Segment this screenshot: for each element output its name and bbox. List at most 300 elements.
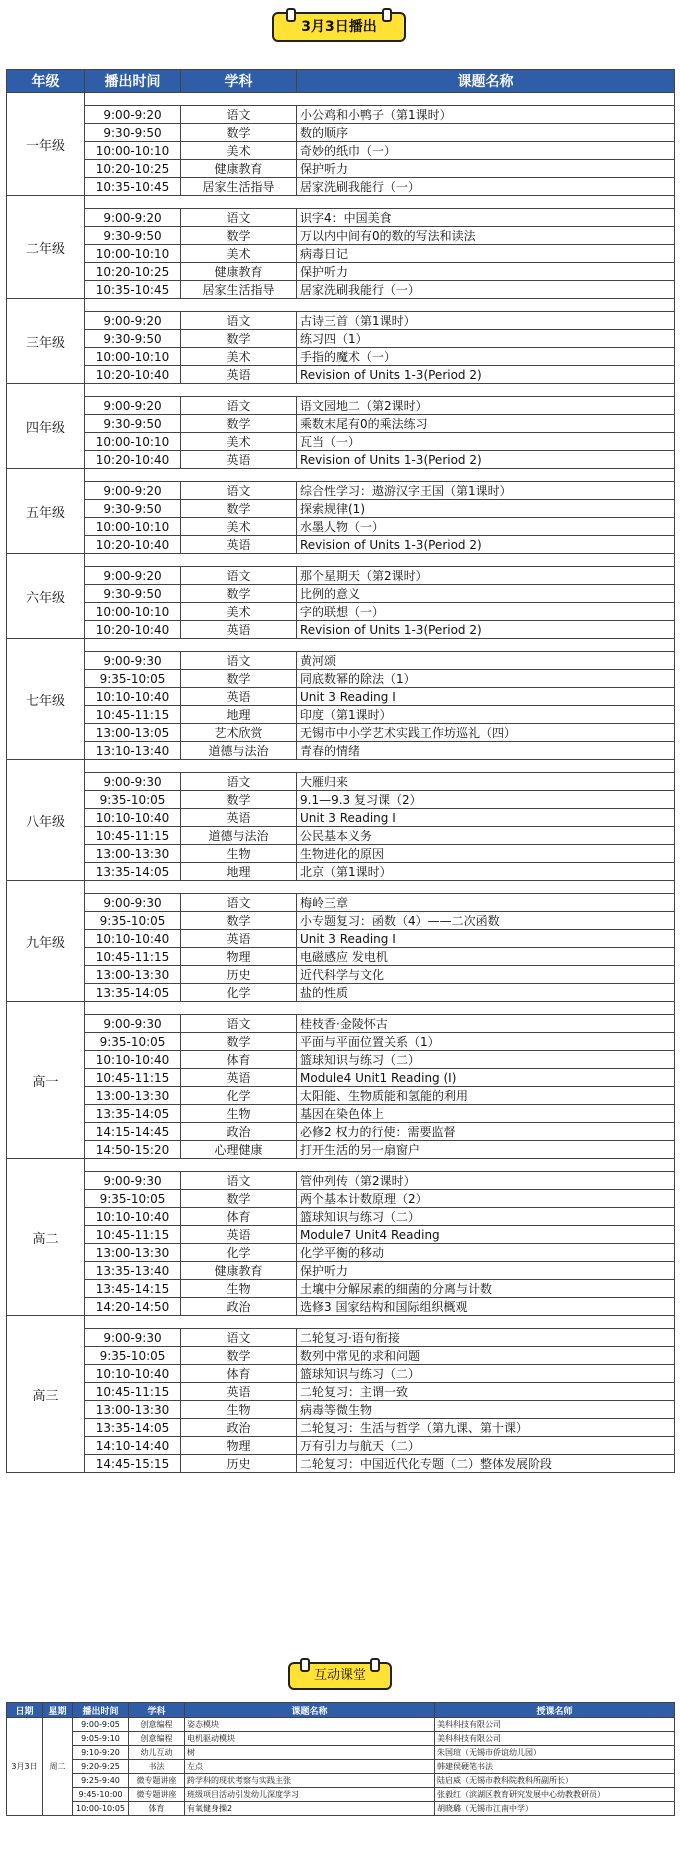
lesson-title: 古诗三首（第1课时） — [297, 312, 675, 330]
subject: 道德与法治 — [181, 742, 297, 760]
lesson-title: 小公鸡和小鸭子（第1课时） — [297, 106, 675, 124]
air-time: 9:00-9:30 — [85, 652, 181, 670]
air-time: 13:00-13:30 — [85, 1401, 181, 1419]
table-row — [7, 1802, 675, 1816]
schedule-title-banner — [0, 0, 680, 52]
lesson-title: 篮球知识与练习（二） — [297, 1208, 675, 1226]
lesson-title: 两个基本计数原理（2） — [297, 1190, 675, 1208]
grade-spacer-row — [7, 469, 675, 482]
lesson-title: 数列中常见的求和问题 — [297, 1347, 675, 1365]
subject: 健康教育 — [181, 1262, 297, 1280]
interactive-date: 3月3日 — [7, 1718, 43, 1816]
air-time: 9:00-9:20 — [85, 482, 181, 500]
air-time: 10:45-11:15 — [85, 827, 181, 845]
air-time: 10:20-10:40 — [85, 536, 181, 554]
air-time: 9:00-9:20 — [85, 567, 181, 585]
air-time: 13:00-13:30 — [85, 1244, 181, 1262]
interactive-title: 互动课堂 — [288, 1662, 392, 1690]
air-time: 10:20-10:25 — [85, 160, 181, 178]
lesson-title: 二轮复习：生活与哲学（第九课、第十课） — [297, 1419, 675, 1437]
air-time: 10:10-10:40 — [85, 688, 181, 706]
subject: 艺术欣赏 — [181, 724, 297, 742]
table-row — [7, 791, 675, 809]
air-time: 13:35-14:05 — [85, 984, 181, 1002]
table-row — [7, 1190, 675, 1208]
lesson-title: 手指的魔术（一） — [297, 348, 675, 366]
air-time: 10:20-10:40 — [85, 621, 181, 639]
table-row — [7, 1087, 675, 1105]
air-time: 10:00-10:05 — [73, 1802, 129, 1816]
table-row — [7, 706, 675, 724]
air-time: 10:35-10:45 — [85, 178, 181, 196]
lesson-title: 字的联想（一） — [297, 603, 675, 621]
subject: 历史 — [181, 966, 297, 984]
air-time: 9:10-9:20 — [73, 1746, 129, 1760]
table-row — [7, 1329, 675, 1347]
subject: 生物 — [181, 1280, 297, 1298]
lesson-title: 无锡市中小学艺术实践工作坊巡礼（四） — [297, 724, 675, 742]
broadcast-schedule-table — [6, 69, 675, 1473]
schedule-header-row — [7, 70, 675, 93]
air-time: 10:10-10:40 — [85, 1208, 181, 1226]
lesson-title: 二轮复习：主谓一致 — [297, 1383, 675, 1401]
table-row — [7, 1244, 675, 1262]
subject: 历史 — [181, 1455, 297, 1473]
teacher: 美科科技有限公司 — [435, 1718, 675, 1732]
table-row — [7, 1226, 675, 1244]
table-row — [7, 1208, 675, 1226]
spacer-cell — [85, 639, 675, 652]
table-row — [7, 773, 675, 791]
air-time: 13:00-13:30 — [85, 845, 181, 863]
lesson-title: Revision of Units 1-3(Period 2) — [297, 536, 675, 554]
spacer-cell — [85, 469, 675, 482]
subject: 语文 — [181, 106, 297, 124]
lesson-title: 万有引力与航天（二） — [297, 1437, 675, 1455]
header-grade: 年级 — [7, 70, 85, 93]
ih-date: 日期 — [7, 1703, 43, 1718]
spacer-cell — [85, 384, 675, 397]
table-row — [7, 106, 675, 124]
subject: 英语 — [181, 366, 297, 384]
subject: 心理健康 — [181, 1141, 297, 1159]
table-row — [7, 433, 675, 451]
air-time: 9:35-10:05 — [85, 791, 181, 809]
table-row — [7, 948, 675, 966]
lesson-title: 保护听力 — [297, 263, 675, 281]
air-time: 13:00-13:30 — [85, 966, 181, 984]
lesson-title: 水墨人物（一） — [297, 518, 675, 536]
lesson-title: 探索规律(1) — [297, 500, 675, 518]
subject: 微专题讲座 — [129, 1788, 185, 1802]
table-row — [7, 603, 675, 621]
subject: 政治 — [181, 1123, 297, 1141]
grade-name: 高二 — [7, 1159, 85, 1316]
table-row — [7, 1455, 675, 1473]
subject: 语文 — [181, 652, 297, 670]
air-time: 9:00-9:30 — [85, 1015, 181, 1033]
interactive-weekday: 周二 — [43, 1718, 73, 1816]
table-row — [7, 1383, 675, 1401]
lesson-title: 跨学科的现状考察与实践主张 — [185, 1774, 435, 1788]
grade-spacer-row — [7, 554, 675, 567]
lesson-title: 瓦当（一） — [297, 433, 675, 451]
subject: 数学 — [181, 670, 297, 688]
subject: 数学 — [181, 1347, 297, 1365]
subject: 幼儿互动 — [129, 1746, 185, 1760]
subject: 地理 — [181, 863, 297, 881]
subject: 健康教育 — [181, 160, 297, 178]
air-time: 9:00-9:30 — [85, 1329, 181, 1347]
air-time: 10:45-11:15 — [85, 1383, 181, 1401]
subject: 地理 — [181, 706, 297, 724]
subject: 数学 — [181, 124, 297, 142]
air-time: 10:00-10:10 — [85, 433, 181, 451]
air-time: 10:20-10:40 — [85, 451, 181, 469]
lesson-title: 练习四（1） — [297, 330, 675, 348]
table-row — [7, 1760, 675, 1774]
air-time: 9:45-10:00 — [73, 1788, 129, 1802]
lesson-title: 姿态模块 — [185, 1718, 435, 1732]
air-time: 10:20-10:40 — [85, 366, 181, 384]
spacer-cell — [85, 1002, 675, 1015]
table-row — [7, 263, 675, 281]
lesson-title: 万以内中间有0的数的写法和读法 — [297, 227, 675, 245]
subject: 数学 — [181, 227, 297, 245]
air-time: 9:05-9:10 — [73, 1732, 129, 1746]
air-time: 10:20-10:25 — [85, 263, 181, 281]
ih-lesson: 课题名称 — [185, 1703, 435, 1718]
grade-spacer-row — [7, 384, 675, 397]
table-row — [7, 1347, 675, 1365]
ih-time: 播出时间 — [73, 1703, 129, 1718]
schedule-title: 3月3日播出 — [272, 12, 406, 42]
table-row — [7, 1262, 675, 1280]
air-time: 10:45-11:15 — [85, 948, 181, 966]
lesson-title: 居家洗刷我能行（一） — [297, 178, 675, 196]
air-time: 9:00-9:20 — [85, 312, 181, 330]
air-time: 14:20-14:50 — [85, 1298, 181, 1316]
air-time: 10:10-10:40 — [85, 1365, 181, 1383]
subject: 健康教育 — [181, 263, 297, 281]
grade-spacer-row — [7, 639, 675, 652]
air-time: 9:00-9:20 — [85, 397, 181, 415]
table-row — [7, 500, 675, 518]
subject: 物理 — [181, 948, 297, 966]
grade-spacer-row — [7, 1159, 675, 1172]
air-time: 13:35-14:05 — [85, 1105, 181, 1123]
air-time: 13:35-14:05 — [85, 863, 181, 881]
subject: 居家生活指导 — [181, 178, 297, 196]
subject: 数学 — [181, 1190, 297, 1208]
subject: 语文 — [181, 482, 297, 500]
lesson-title: 盐的性质 — [297, 984, 675, 1002]
subject: 美术 — [181, 518, 297, 536]
lesson-title: 9.1—9.3 复习课（2） — [297, 791, 675, 809]
table-row — [7, 894, 675, 912]
air-time: 14:15-14:45 — [85, 1123, 181, 1141]
air-time: 9:35-10:05 — [85, 912, 181, 930]
air-time: 10:35-10:45 — [85, 281, 181, 299]
lesson-title: 语文园地二（第2课时） — [297, 397, 675, 415]
table-row — [7, 1105, 675, 1123]
subject: 微专题讲座 — [129, 1774, 185, 1788]
subject: 数学 — [181, 912, 297, 930]
subject: 语文 — [181, 1329, 297, 1347]
grade-spacer-row — [7, 299, 675, 312]
teacher: 张毅红（滨湖区教育研究发展中心幼教教研员） — [435, 1788, 675, 1802]
lesson-title: 梅岭三章 — [297, 894, 675, 912]
table-row — [7, 827, 675, 845]
air-time: 9:00-9:20 — [85, 209, 181, 227]
interactive-class-table — [6, 1702, 675, 1816]
subject: 政治 — [181, 1419, 297, 1437]
air-time: 13:45-14:15 — [85, 1280, 181, 1298]
lesson-title: 综合性学习：遨游汉字王国（第1课时） — [297, 482, 675, 500]
table-row — [7, 209, 675, 227]
table-row — [7, 518, 675, 536]
subject: 生物 — [181, 845, 297, 863]
subject: 数学 — [181, 330, 297, 348]
table-row — [7, 178, 675, 196]
spacer-cell — [85, 93, 675, 106]
lesson-title: 居家洗刷我能行（一） — [297, 281, 675, 299]
air-time: 10:00-10:10 — [85, 142, 181, 160]
subject: 英语 — [181, 621, 297, 639]
table-row — [7, 1437, 675, 1455]
air-time: 9:20-9:25 — [73, 1760, 129, 1774]
subject: 生物 — [181, 1401, 297, 1419]
air-time: 13:35-13:40 — [85, 1262, 181, 1280]
table-row — [7, 1419, 675, 1437]
air-time: 10:00-10:10 — [85, 348, 181, 366]
grade-spacer-row — [7, 1316, 675, 1329]
lesson-title: 大雁归来 — [297, 773, 675, 791]
air-time: 9:00-9:05 — [73, 1718, 129, 1732]
grade-name: 五年级 — [7, 469, 85, 554]
table-row — [7, 585, 675, 603]
air-time: 14:10-14:40 — [85, 1437, 181, 1455]
grade-spacer-row — [7, 93, 675, 106]
table-row — [7, 1172, 675, 1190]
lesson-title: 平面与平面位置关系（1） — [297, 1033, 675, 1051]
grade-name: 高三 — [7, 1316, 85, 1473]
table-row — [7, 281, 675, 299]
air-time: 9:35-10:05 — [85, 1190, 181, 1208]
lesson-title: 青春的情绪 — [297, 742, 675, 760]
table-row — [7, 124, 675, 142]
grade-spacer-row — [7, 196, 675, 209]
grade-name: 三年级 — [7, 299, 85, 384]
air-time: 13:00-13:05 — [85, 724, 181, 742]
air-time: 10:45-11:15 — [85, 706, 181, 724]
air-time: 9:00-9:30 — [85, 894, 181, 912]
subject: 英语 — [181, 930, 297, 948]
lesson-title: 数的顺序 — [297, 124, 675, 142]
subject: 数学 — [181, 585, 297, 603]
spacer-cell — [85, 1316, 675, 1329]
grade-name: 九年级 — [7, 881, 85, 1002]
teacher: 朱国瑄（无锡市侨谊幼儿园） — [435, 1746, 675, 1760]
table-row — [7, 245, 675, 263]
table-row — [7, 1788, 675, 1802]
grade-name: 二年级 — [7, 196, 85, 299]
subject: 体育 — [181, 1365, 297, 1383]
air-time: 13:00-13:30 — [85, 1087, 181, 1105]
lesson-title: 生物进化的原因 — [297, 845, 675, 863]
subject: 英语 — [181, 1069, 297, 1087]
header-time: 播出时间 — [85, 70, 181, 93]
subject: 美术 — [181, 245, 297, 263]
lesson-title: 打开生活的另一扇窗户 — [297, 1141, 675, 1159]
air-time: 9:00-9:30 — [85, 773, 181, 791]
lesson-title: 病毒日记 — [297, 245, 675, 263]
lesson-title: 二轮复习：中国近代化专题（二）整体发展阶段 — [297, 1455, 675, 1473]
subject: 居家生活指导 — [181, 281, 297, 299]
header-lesson: 课题名称 — [297, 70, 675, 93]
table-row — [7, 1774, 675, 1788]
lesson-title: 班级项目活动引发幼儿深度学习 — [185, 1788, 435, 1802]
grade-name: 六年级 — [7, 554, 85, 639]
table-row — [7, 1718, 675, 1732]
lesson-title: 比例的意义 — [297, 585, 675, 603]
table-row — [7, 1280, 675, 1298]
grade-spacer-row — [7, 760, 675, 773]
subject: 语文 — [181, 1015, 297, 1033]
interactive-header-row — [7, 1703, 675, 1718]
lesson-title: 管仲列传（第2课时） — [297, 1172, 675, 1190]
table-row — [7, 536, 675, 554]
subject: 语文 — [181, 209, 297, 227]
subject: 语文 — [181, 894, 297, 912]
subject: 物理 — [181, 1437, 297, 1455]
table-row — [7, 397, 675, 415]
subject: 创意编程 — [129, 1732, 185, 1746]
lesson-title: 识字4：中国美食 — [297, 209, 675, 227]
air-time: 9:00-9:20 — [85, 106, 181, 124]
lesson-title: 电机驱动模块 — [185, 1732, 435, 1746]
lesson-title: 病毒等微生物 — [297, 1401, 675, 1419]
lesson-title: Unit 3 Reading I — [297, 930, 675, 948]
subject: 数学 — [181, 500, 297, 518]
lesson-title: Unit 3 Reading I — [297, 688, 675, 706]
lesson-title: Revision of Units 1-3(Period 2) — [297, 451, 675, 469]
subject: 语文 — [181, 773, 297, 791]
table-row — [7, 670, 675, 688]
ih-weekday: 星期 — [43, 1703, 73, 1718]
lesson-title: 同底数幂的除法（1） — [297, 670, 675, 688]
subject: 政治 — [181, 1298, 297, 1316]
table-row — [7, 1298, 675, 1316]
air-time: 9:30-9:50 — [85, 227, 181, 245]
lesson-title: 篮球知识与练习（二） — [297, 1051, 675, 1069]
lesson-title: 北京（第1课时） — [297, 863, 675, 881]
table-row — [7, 415, 675, 433]
table-row — [7, 688, 675, 706]
subject: 英语 — [181, 688, 297, 706]
subject: 语文 — [181, 567, 297, 585]
air-time: 10:45-11:15 — [85, 1069, 181, 1087]
table-row — [7, 1401, 675, 1419]
lesson-title: 选修3 国家结构和国际组织概观 — [297, 1298, 675, 1316]
lesson-title: 篮球知识与练习（二） — [297, 1365, 675, 1383]
air-time: 10:00-10:10 — [85, 245, 181, 263]
table-row — [7, 742, 675, 760]
grade-name: 四年级 — [7, 384, 85, 469]
lesson-title: 保护听力 — [297, 160, 675, 178]
lesson-title: 土壤中分解尿素的细菌的分离与计数 — [297, 1280, 675, 1298]
ih-teacher: 授课名师 — [435, 1703, 675, 1718]
lesson-title: Module7 Unit4 Reading — [297, 1226, 675, 1244]
subject: 生物 — [181, 1105, 297, 1123]
table-row — [7, 1732, 675, 1746]
grade-spacer-row — [7, 881, 675, 894]
subject: 英语 — [181, 536, 297, 554]
table-row — [7, 451, 675, 469]
table-row — [7, 142, 675, 160]
lesson-title: 黄河颂 — [297, 652, 675, 670]
table-row — [7, 1746, 675, 1760]
air-time: 9:35-10:05 — [85, 1033, 181, 1051]
table-row — [7, 930, 675, 948]
grade-spacer-row — [7, 1002, 675, 1015]
air-time: 10:10-10:40 — [85, 809, 181, 827]
teacher: 韩建侯硬笔书法 — [435, 1760, 675, 1774]
lesson-title: 太阳能、生物质能和氢能的利用 — [297, 1087, 675, 1105]
lesson-title: 小专题复习：函数（4）——二次函数 — [297, 912, 675, 930]
subject: 英语 — [181, 451, 297, 469]
table-row — [7, 312, 675, 330]
header-subject: 学科 — [181, 70, 297, 93]
air-time: 9:30-9:50 — [85, 415, 181, 433]
air-time: 9:30-9:50 — [85, 585, 181, 603]
air-time: 10:00-10:10 — [85, 603, 181, 621]
table-row — [7, 984, 675, 1002]
interactive-title-banner — [0, 1652, 680, 1692]
table-row — [7, 1015, 675, 1033]
subject: 化学 — [181, 1244, 297, 1262]
subject: 语文 — [181, 1172, 297, 1190]
spacer-cell — [85, 196, 675, 209]
subject: 化学 — [181, 1087, 297, 1105]
air-time: 9:30-9:50 — [85, 500, 181, 518]
air-time: 14:45-15:15 — [85, 1455, 181, 1473]
grade-name: 八年级 — [7, 760, 85, 881]
table-row — [7, 652, 675, 670]
air-time: 10:10-10:40 — [85, 930, 181, 948]
air-time: 10:10-10:40 — [85, 1051, 181, 1069]
table-row — [7, 227, 675, 245]
lesson-title: 乘数末尾有0的乘法练习 — [297, 415, 675, 433]
spacer-cell — [85, 299, 675, 312]
subject: 体育 — [181, 1051, 297, 1069]
subject: 体育 — [181, 1208, 297, 1226]
lesson-title: 公民基本义务 — [297, 827, 675, 845]
grade-name: 高一 — [7, 1002, 85, 1159]
lesson-title: 基因在染色体上 — [297, 1105, 675, 1123]
table-row — [7, 366, 675, 384]
subject: 美术 — [181, 142, 297, 160]
lesson-title: 有氧健身操2 — [185, 1802, 435, 1816]
grade-name: 一年级 — [7, 93, 85, 196]
table-row — [7, 567, 675, 585]
lesson-title: 必修2 权力的行使：需要监督 — [297, 1123, 675, 1141]
subject: 语文 — [181, 312, 297, 330]
air-time: 10:45-11:15 — [85, 1226, 181, 1244]
spacer-cell — [85, 760, 675, 773]
table-row — [7, 809, 675, 827]
table-row — [7, 330, 675, 348]
